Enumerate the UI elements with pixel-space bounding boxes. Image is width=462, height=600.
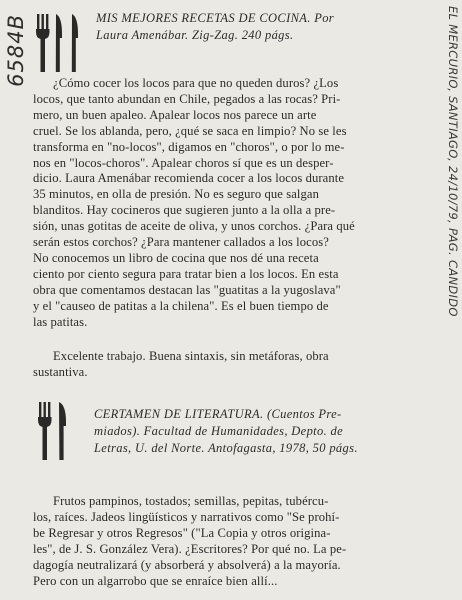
verdict-line: sustantiva. xyxy=(33,364,88,379)
body-line: Frutos pampinos, tostados; semillas, pepitas, tubércu- xyxy=(53,494,329,508)
body-line: be Regresar y otros Regresos" ("La Copia y otros origina- xyxy=(33,525,331,540)
heading-line: Letras, U. del Norte. Antofagasta, 1978, 50 págs. xyxy=(94,441,358,455)
review-1-heading xyxy=(96,10,334,44)
body-line: les", de J. S. González Vera). ¿Escritores? Por qué no. La pe- xyxy=(33,541,347,556)
body-line: transforma en "no-locos", digamos en "choros", o por lo me- xyxy=(33,139,345,154)
heading-line: miados). Facultad de Humanidades, Depto. de xyxy=(94,424,344,438)
fork-and-knife-icon xyxy=(34,12,86,74)
body-line: mero, un buen apaleo. Apalear locos nos parece un arte xyxy=(33,107,317,122)
review-1-body xyxy=(33,76,355,331)
body-line: cruel. Se los ablanda, pero, ¿qué se saca en limpio? No se les xyxy=(33,123,347,138)
body-line: sión, unas gotitas de aceite de oliva, y unos corchos. ¿Para qué xyxy=(33,219,355,234)
body-line: No conocemos un libro de cocina que nos dé una receta xyxy=(33,250,319,265)
body-line: ¿Cómo cocer los locos para que no queden duros? ¿Los xyxy=(53,76,339,90)
handwritten-source-note xyxy=(446,6,460,596)
body-line: serán estos corchos? ¿Para mantener callados a los locos? xyxy=(33,235,329,250)
body-line: ciento por ciento segura para tratar bien a los locos. En esta xyxy=(33,266,339,281)
source-note-author: CANDIDO xyxy=(446,259,460,317)
review-2-body xyxy=(33,494,346,589)
body-line: y el "causeo de patitas a la chilena". Es el buen tiempo de xyxy=(33,298,329,313)
body-line: nos en "locos-choros". Apalear choros sí que es un desper- xyxy=(33,155,334,170)
heading-line: MIS MEJORES RECETAS DE COCINA. Por xyxy=(96,11,335,25)
body-line: Pero con un algarrobo que se enraíce bien allí... xyxy=(33,573,278,588)
body-line: 35 minutos, en olla de presión. No es seguro que salgan xyxy=(33,187,320,202)
fork-and-knife-icon xyxy=(36,400,72,462)
body-line: dicio. Laura Amenábar recomienda cocer a los locos durante xyxy=(33,171,345,186)
body-line: blanditos. Hay cocineros que sugieren junto a la olla a pre- xyxy=(33,203,336,218)
heading-line: Laura Amenábar. Zig-Zag. 240 págs. xyxy=(96,28,294,42)
heading-line: CERTAMEN DE LITERATURA. (Cuentos Pre- xyxy=(94,407,342,421)
body-line: los, raíces. Jadeos lingüísticos y narrativos como "Se prohí- xyxy=(33,509,340,524)
body-line: locos, que tanto abundan en Chile, pegados a las rocas? Pri- xyxy=(33,91,341,106)
review-1-verdict xyxy=(33,349,329,381)
handwritten-archive-code: 6584B xyxy=(4,14,28,87)
source-note-line: EL MERCURIO, SANTIAGO, 24/10/79, PAG. xyxy=(446,6,460,256)
body-line: las patitas. xyxy=(33,314,88,329)
verdict-line: Excelente trabajo. Buena sintaxis, sin metáforas, obra xyxy=(53,349,329,363)
body-line: obra que comentamos destacan las "guatitas a la yugoslava" xyxy=(33,282,341,297)
review-2-heading xyxy=(94,406,358,457)
body-line: dagogía neutralizará (y absorberá y absolverá) a la mayoría. xyxy=(33,557,341,572)
